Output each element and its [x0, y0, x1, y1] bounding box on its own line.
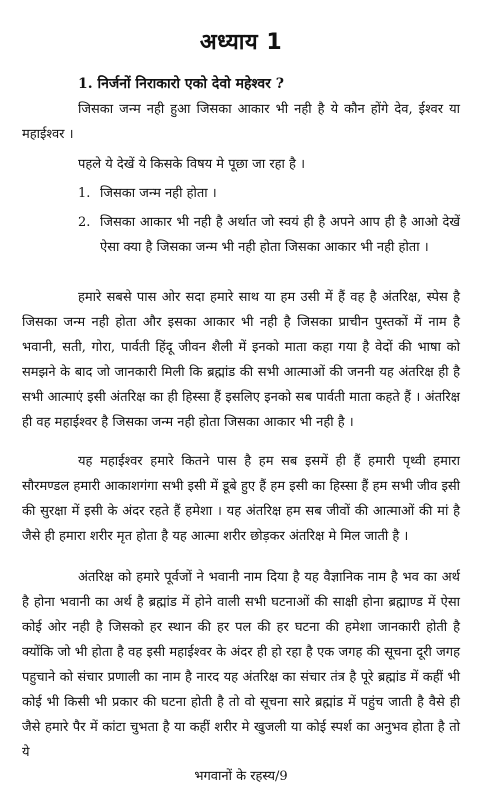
paragraph-4: [22, 565, 460, 765]
paragraph-2: [22, 285, 460, 435]
paragraph-1-text: जिसका जन्म नही हुआ जिसका आकार भी नही है ये कौन होंगे देव, ईश्वर या महाईश्वर ।: [22, 102, 460, 142]
list-item-number: 2.: [78, 215, 91, 230]
numbered-list: [78, 181, 460, 260]
paragraph-3: [22, 449, 460, 549]
intro-line: पहले ये देखें ये किसके विषय मे पूछा जा रहा है ।: [78, 157, 306, 172]
list-item-number: 1.: [78, 186, 91, 201]
section-heading: 1. निर्जनों निराकारो एको देवो महेश्वर ?: [78, 76, 284, 92]
list-item-text: जिसका आकार भी नही है अर्थात जो स्वयं ही है अपने आप ही है आओ देखें ऐसा क्या है जिसका जन्म भी नही होता जिसका आकार भी नही होता ।: [100, 215, 460, 255]
page-footer: भगवानों के रहस्य/9: [194, 769, 288, 784]
book-page: [22, 0, 460, 799]
paragraph-1: [22, 97, 460, 147]
paragraph-4-text: अंतरिक्ष को हमारे पूर्वजों ने भवानी नाम दिया है यह वैज्ञानिक नाम है भव का अर्थ है होना भवानी का अर्थ है ब्रह्मांड में होने वाली सभी घटनाओं की साक्षी होना ब्रह्माण्ड में ऐसा कोई ओर नही है जिसको हर स्थान की हर पल की हर घटना की हमेशा जानकारी होती है क्योंकि जो भी होता है वह इसी महाईश्वर के अंदर ही हो रहा है एक जगह की सूचना दूरी जगह पहुचाने को संचार प्रणाली का नाम है नारद यह अंतरिक्ष का संचार तंत्र है पूरे ब्रह्मांड में कहीं भी कोई भी किसी भी प्रकार की घटना होती है तो वो सूचना सारे ब्रह्मांड में पहुंच जाती है वैसे ही जैसे हमारे पैर में कांटा चुभता है या कहीं शरीर मे खुजली या कोई स्पर्श का अनुभव होता है तो ये: [22, 570, 460, 760]
list-item-text: जिसका जन्म नही होता ।: [100, 186, 217, 201]
list-item: [78, 181, 460, 206]
paragraph-3-text: यह महाईश्वर हमारे कितने पास है हम सब इसमें ही हैं हमारी पृथ्वी हमारा सौरमण्डल हमारी आकाशगंगा सभी इसी में डूबे हुए हैं हम इसी का हिस्सा हैं हम सभी जीव इसी की सुरक्षा में इसी के अंदर रहते हैं हमेशा । यह अंतरिक्ष हम सब जीवों की आत्माओं की मां है जैसे ही हमारा शरीर मृत होता है यह आत्मा शरीर छोड़कर अंतरिक्ष मे मिल जाती है ।: [22, 454, 460, 544]
paragraph-2-text: हमारे सबसे पास ओर सदा हमारे साथ या हम उसी में हैं वह है अंतरिक्ष, स्पेस है जिसका जन्म नही होता और इसका आकार भी नही है जिसका प्राचीन पुस्तकों में नाम है भवानी, सती, गोरा, पार्वती हिंदू जीवन शैली में इनको माता कहा गया है वेदों की भाषा को समझने के बाद जो जानकारी मिली कि ब्रह्मांड की सभी आत्माओं की जननी यह अंतरिक्ष ही है सभी आत्माएं इसी अंतरिक्ष का ही हिस्सा हैं इसलिए इनको सब पार्वती माता कहते हैं । अंतरिक्ष ही वह महाईश्वर है जिसका जन्म नही होता जिसका आकार भी नही है ।: [22, 290, 460, 430]
chapter-title: अध्याय 1: [199, 30, 283, 55]
list-item: [78, 210, 460, 260]
